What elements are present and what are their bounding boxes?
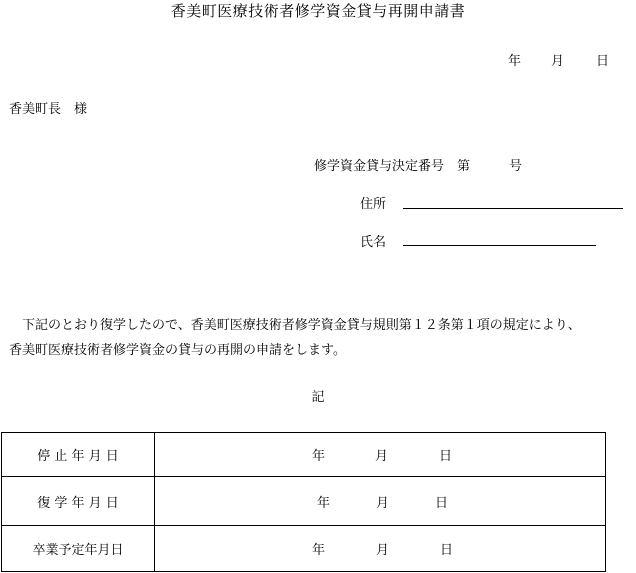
body-line-2: 香美町医療技術者修学資金の貸与の再開の申請をします。 [9,343,346,358]
table-row [2,433,605,477]
document-title: 香美町医療技術者修学資金貸与再開申請書 [170,2,466,20]
decision-number: 修学資金貸与決定番号 第 号 [314,159,523,174]
dates-table [1,432,606,572]
row-year: 年 [317,495,331,511]
row-month: 月 [376,543,390,558]
table-row [2,477,605,526]
body-line-1: 下記のとおり復学したので、香美町医療技術者修学資金貸与規則第１２条第１項の規定により、 [22,318,581,333]
row-date-value[interactable] [155,526,605,571]
ki-heading: 記 [311,390,325,405]
row-date-value[interactable] [155,433,605,476]
date-month-label: 月 [551,54,565,69]
addressee: 香美町長 様 [9,102,88,117]
row-label: 停 止 年 月 日 [2,433,155,476]
name-field-line[interactable] [403,245,596,246]
address-label: 住所 [360,197,387,212]
row-date-value[interactable] [155,477,605,525]
row-day: 日 [439,449,453,464]
table-row [2,526,605,571]
row-year: 年 [312,543,326,558]
date-day-label: 日 [596,54,610,69]
row-label: 復 学 年 月 日 [2,477,155,525]
row-month: 月 [376,495,390,511]
name-label: 氏名 [360,235,387,250]
address-field-line[interactable] [403,208,623,209]
application-body [9,313,636,363]
row-day: 日 [435,495,449,511]
row-day: 日 [440,543,454,558]
row-month: 月 [375,449,389,464]
date-year-label: 年 [508,54,522,69]
row-year: 年 [312,449,326,464]
row-label: 卒業予定年月日 [2,526,155,571]
